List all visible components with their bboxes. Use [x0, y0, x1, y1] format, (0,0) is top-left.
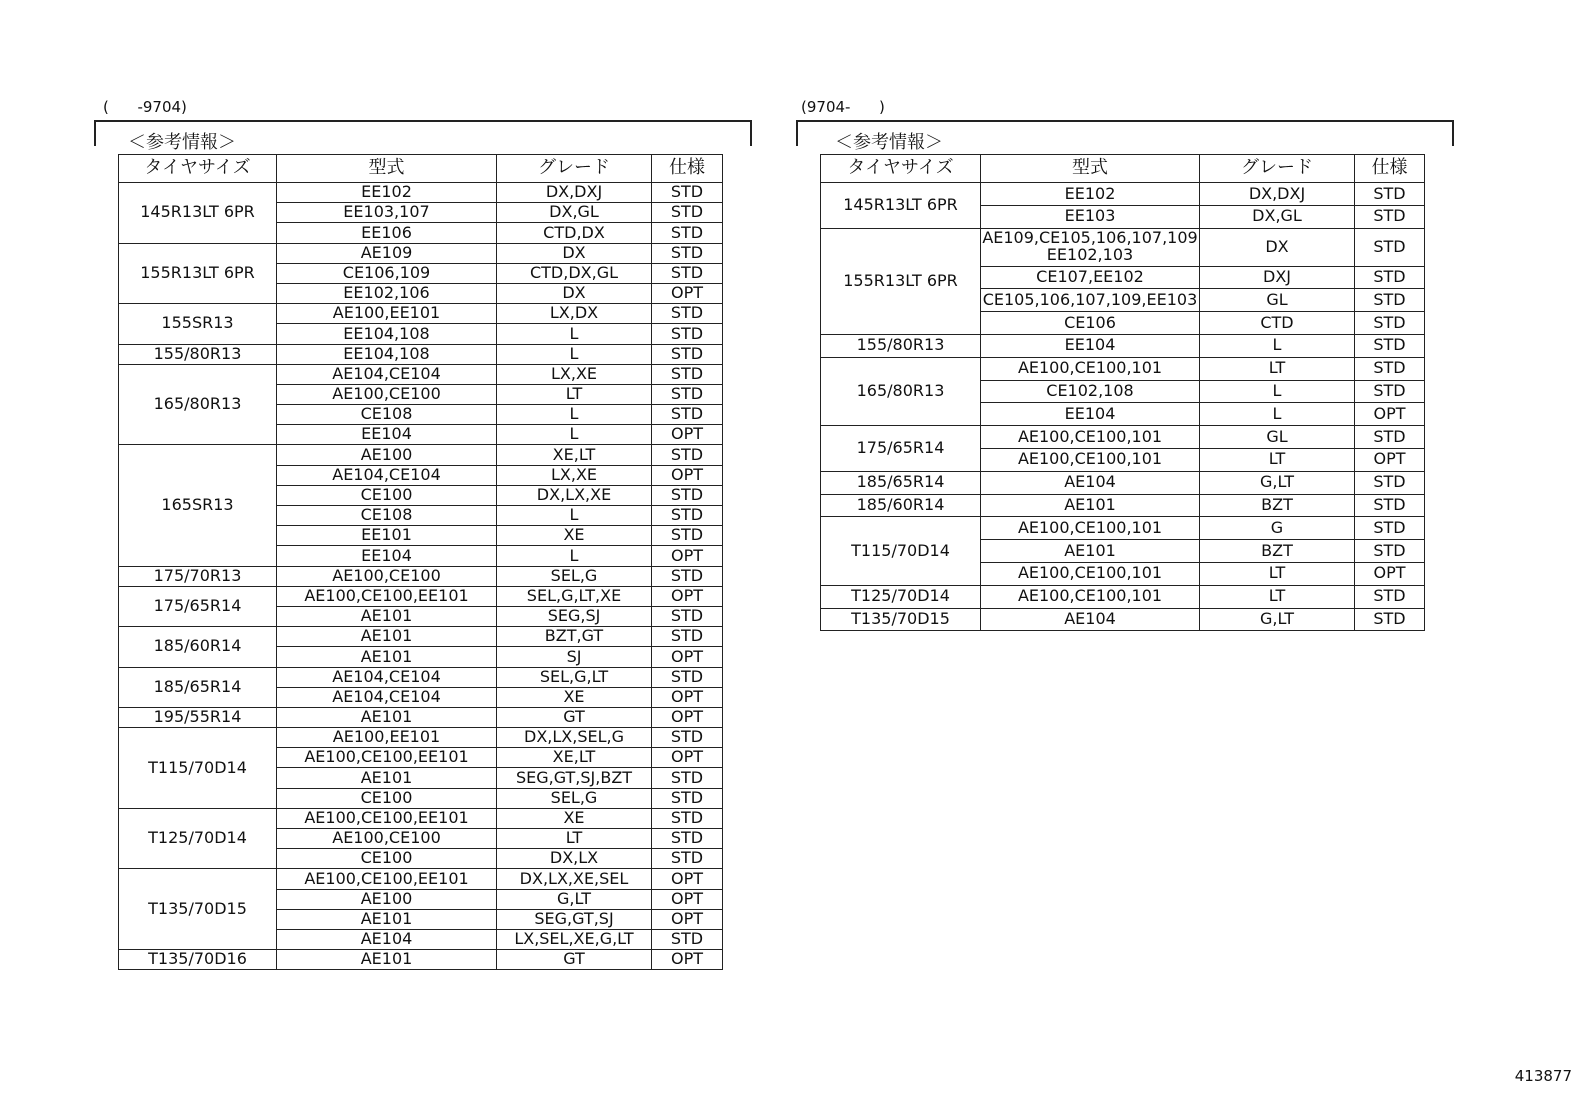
table-row: [821, 334, 1425, 357]
spec-cell: STD: [652, 203, 723, 223]
grade-cell: SEG,GT,SJ: [497, 909, 652, 929]
table-row: [821, 471, 1425, 494]
left-tire-table: [118, 154, 723, 970]
spec-cell: STD: [1355, 426, 1425, 449]
model-cell: AE100,CE100,101: [981, 517, 1200, 540]
spec-cell: STD: [652, 183, 723, 203]
model-cell: AE100,CE100: [277, 829, 497, 849]
model-cell: AE101: [277, 606, 497, 626]
model-cell: AE104: [277, 929, 497, 949]
model-cell: AE100,CE100,101: [981, 585, 1200, 608]
model-cell: AE101: [981, 494, 1200, 517]
model-cell: AE100,EE101: [277, 728, 497, 748]
grade-cell: BZT: [1200, 540, 1355, 563]
grade-cell: L: [1200, 334, 1355, 357]
grade-cell: L: [497, 344, 652, 364]
model-cell: AE104: [981, 608, 1200, 631]
table-row: [821, 357, 1425, 380]
spec-cell: STD: [652, 223, 723, 243]
table-row: [821, 183, 1425, 206]
grade-cell: L: [497, 506, 652, 526]
grade-cell: DX: [497, 243, 652, 263]
right-period-label: (9704- ): [801, 98, 885, 116]
right-tire-table: [820, 154, 1425, 631]
model-cell: CE107,EE102: [981, 266, 1200, 289]
spec-cell: STD: [652, 768, 723, 788]
model-cell: EE104: [277, 546, 497, 566]
model-cell: CE100: [277, 849, 497, 869]
table-row: [119, 586, 723, 606]
grade-cell: LX,XE: [497, 364, 652, 384]
spec-cell: STD: [1355, 289, 1425, 312]
model-cell: CE100: [277, 485, 497, 505]
spec-cell: STD: [652, 506, 723, 526]
model-cell: AE100,CE100: [277, 566, 497, 586]
spec-cell: STD: [1355, 494, 1425, 517]
header-grade: グレード: [497, 155, 652, 183]
tire-size-cell: T135/70D15: [821, 608, 981, 631]
grade-cell: G,LT: [1200, 471, 1355, 494]
spec-cell: OPT: [652, 425, 723, 445]
model-cell: AE109: [277, 243, 497, 263]
grade-cell: L: [1200, 380, 1355, 403]
tire-size-cell: 165/80R13: [821, 357, 981, 425]
tire-size-cell: 165SR13: [119, 445, 277, 566]
model-cell: AE100,CE100,101: [981, 426, 1200, 449]
grade-cell: XE: [497, 526, 652, 546]
tire-size-cell: 185/60R14: [821, 494, 981, 517]
model-cell: AE100,CE100,101: [981, 357, 1200, 380]
grade-cell: SJ: [497, 647, 652, 667]
grade-cell: DX,LX: [497, 849, 652, 869]
grade-cell: SEL,G: [497, 788, 652, 808]
spec-cell: OPT: [1355, 448, 1425, 471]
tire-size-cell: 185/60R14: [119, 627, 277, 667]
tire-size-cell: T135/70D15: [119, 869, 277, 950]
left-period-label: ( -9704): [103, 98, 187, 116]
table-row: [821, 585, 1425, 608]
spec-cell: OPT: [652, 687, 723, 707]
model-cell: AE104,CE104: [277, 465, 497, 485]
spec-cell: STD: [1355, 517, 1425, 540]
spec-cell: OPT: [652, 465, 723, 485]
model-cell: AE100: [277, 445, 497, 465]
grade-cell: G: [1200, 517, 1355, 540]
grade-cell: DX,LX,XE,SEL: [497, 869, 652, 889]
header-model: 型式: [981, 155, 1200, 183]
grade-cell: LT: [1200, 448, 1355, 471]
spec-cell: STD: [652, 405, 723, 425]
spec-cell: OPT: [652, 748, 723, 768]
grade-cell: DX,GL: [497, 203, 652, 223]
model-cell: AE109,CE105,106,107,109 EE102,103: [982, 228, 1198, 265]
spec-cell: STD: [652, 384, 723, 404]
spec-cell: STD: [652, 728, 723, 748]
right-reference-title: ＜参考情報＞: [835, 132, 943, 153]
tire-size-cell: T115/70D14: [821, 517, 981, 585]
model-cell: AE104,CE104: [277, 364, 497, 384]
spec-cell: OPT: [652, 950, 723, 970]
spec-cell: STD: [1355, 312, 1425, 335]
spec-cell: STD: [652, 263, 723, 283]
table-row: [119, 183, 723, 203]
spec-cell: STD: [652, 364, 723, 384]
model-cell: EE103,107: [277, 203, 497, 223]
grade-cell: L: [497, 546, 652, 566]
grade-cell: G,LT: [1200, 608, 1355, 631]
model-cell: AE101: [277, 627, 497, 647]
spec-cell: STD: [652, 667, 723, 687]
model-cell: AE100,CE100,EE101: [277, 808, 497, 828]
table-row: [119, 364, 723, 384]
table-row: [821, 426, 1425, 449]
spec-cell: STD: [652, 849, 723, 869]
model-cell: AE100,CE100,101: [981, 562, 1200, 585]
spec-cell: STD: [652, 526, 723, 546]
model-cell: EE104: [277, 425, 497, 445]
model-cell: CE108: [277, 506, 497, 526]
tire-size-cell: 155R13LT 6PR: [119, 243, 277, 304]
grade-cell: DX: [497, 283, 652, 303]
grade-cell: SEG,GT,SJ,BZT: [497, 768, 652, 788]
grade-cell: LT: [497, 384, 652, 404]
grade-cell: DX,LX,XE: [497, 485, 652, 505]
spec-cell: OPT: [652, 546, 723, 566]
spec-cell: STD: [652, 627, 723, 647]
spec-cell: STD: [652, 829, 723, 849]
model-cell: AE100,CE100,101: [981, 448, 1200, 471]
model-cell: EE104: [981, 403, 1200, 426]
spec-cell: STD: [652, 606, 723, 626]
model-cell: CE100: [277, 788, 497, 808]
header-tire-size: タイヤサイズ: [119, 155, 277, 183]
grade-cell: L: [497, 324, 652, 344]
model-cell: EE104: [981, 334, 1200, 357]
tire-size-cell: 155/80R13: [119, 344, 277, 364]
tire-size-cell: 175/70R13: [119, 566, 277, 586]
table-row: [119, 344, 723, 364]
tire-size-cell: 145R13LT 6PR: [821, 183, 981, 229]
grade-cell: LT: [1200, 357, 1355, 380]
spec-cell: STD: [652, 445, 723, 465]
table-row: [119, 950, 723, 970]
grade-cell: BZT,GT: [497, 627, 652, 647]
grade-cell: BZT: [1200, 494, 1355, 517]
table-row: [821, 494, 1425, 517]
tire-size-cell: 155SR13: [119, 304, 277, 344]
model-cell: AE100,CE100,EE101: [277, 748, 497, 768]
spec-cell: STD: [652, 344, 723, 364]
spec-cell: STD: [1355, 205, 1425, 228]
grade-cell: L: [1200, 403, 1355, 426]
spec-cell: STD: [1355, 608, 1425, 631]
spec-cell: STD: [652, 243, 723, 263]
grade-cell: DXJ: [1200, 266, 1355, 289]
header-model: 型式: [277, 155, 497, 183]
model-cell: AE101: [277, 647, 497, 667]
spec-cell: OPT: [652, 909, 723, 929]
spec-cell: STD: [1355, 266, 1425, 289]
model-cell: AE101: [277, 909, 497, 929]
spec-cell: STD: [652, 788, 723, 808]
grade-cell: GT: [497, 950, 652, 970]
grade-cell: G,LT: [497, 889, 652, 909]
model-cell: AE104: [981, 471, 1200, 494]
grade-cell: GT: [497, 707, 652, 727]
grade-cell: LX,XE: [497, 465, 652, 485]
table-row: [821, 228, 1425, 266]
tire-size-cell: 175/65R14: [119, 586, 277, 626]
grade-cell: CTD: [1200, 312, 1355, 335]
table-row: [119, 243, 723, 263]
model-cell: AE101: [277, 707, 497, 727]
spec-cell: STD: [1355, 585, 1425, 608]
grade-cell: SEL,G,LT: [497, 667, 652, 687]
grade-cell: CTD,DX,GL: [497, 263, 652, 283]
left-reference-title: ＜参考情報＞: [128, 132, 236, 153]
header-spec: 仕様: [652, 155, 723, 183]
spec-cell: OPT: [652, 889, 723, 909]
tire-size-cell: 195/55R14: [119, 707, 277, 727]
model-cell: CE106,109: [277, 263, 497, 283]
grade-cell: DX,LX,SEL,G: [497, 728, 652, 748]
grade-cell: LX,SEL,XE,G,LT: [497, 929, 652, 949]
table-row: [119, 627, 723, 647]
document-number: 413877: [1514, 1067, 1572, 1085]
grade-cell: GL: [1200, 289, 1355, 312]
model-cell: CE102,108: [981, 380, 1200, 403]
grade-cell: SEG,SJ: [497, 606, 652, 626]
table-row: [119, 707, 723, 727]
grade-cell: LX,DX: [497, 304, 652, 324]
model-cell: AE101: [277, 768, 497, 788]
tire-size-cell: 175/65R14: [821, 426, 981, 472]
spec-cell: STD: [652, 304, 723, 324]
grade-cell: GL: [1200, 426, 1355, 449]
spec-cell: STD: [1355, 380, 1425, 403]
model-cell: EE102,106: [277, 283, 497, 303]
tire-size-cell: T135/70D16: [119, 950, 277, 970]
grade-cell: DX: [1200, 228, 1355, 266]
model-cell: CE108: [277, 405, 497, 425]
header-grade: グレード: [1200, 155, 1355, 183]
grade-cell: XE: [497, 808, 652, 828]
model-cell: AE100,CE100,EE101: [277, 869, 497, 889]
spec-cell: OPT: [652, 283, 723, 303]
model-cell: EE102: [277, 183, 497, 203]
tire-size-cell: T125/70D14: [821, 585, 981, 608]
model-cell: AE100,EE101: [277, 304, 497, 324]
table-row: [119, 304, 723, 324]
tire-size-cell: 155/80R13: [821, 334, 981, 357]
table-row: [119, 808, 723, 828]
tire-size-cell: 185/65R14: [821, 471, 981, 494]
grade-cell: CTD,DX: [497, 223, 652, 243]
tire-size-cell: 185/65R14: [119, 667, 277, 707]
table-row: [119, 445, 723, 465]
spec-cell: OPT: [1355, 403, 1425, 426]
spec-cell: STD: [652, 566, 723, 586]
tire-size-cell: 155R13LT 6PR: [821, 228, 981, 334]
table-row: [119, 869, 723, 889]
tire-size-cell: T125/70D14: [119, 808, 277, 869]
spec-cell: STD: [652, 485, 723, 505]
grade-cell: DX,GL: [1200, 205, 1355, 228]
model-cell: AE104,CE104: [277, 667, 497, 687]
table-row: [821, 608, 1425, 631]
table-row: [119, 728, 723, 748]
grade-cell: SEL,G,LT,XE: [497, 586, 652, 606]
table-row: [119, 566, 723, 586]
grade-cell: LT: [1200, 585, 1355, 608]
header-tire-size: タイヤサイズ: [821, 155, 981, 183]
model-cell: EE102: [981, 183, 1200, 206]
model-cell: CE105,106,107,109,EE103: [981, 289, 1200, 312]
model-cell: EE104,108: [277, 344, 497, 364]
model-cell: AE104,CE104: [277, 687, 497, 707]
model-cell: EE101: [277, 526, 497, 546]
grade-cell: LT: [1200, 562, 1355, 585]
model-cell: EE106: [277, 223, 497, 243]
model-cell: AE100,CE100,EE101: [277, 586, 497, 606]
spec-cell: STD: [1355, 357, 1425, 380]
grade-cell: L: [497, 405, 652, 425]
table-row: [821, 517, 1425, 540]
model-cell: AE101: [981, 540, 1200, 563]
tire-size-cell: T115/70D14: [119, 728, 277, 809]
tire-size-cell: 165/80R13: [119, 364, 277, 445]
model-cell: CE106: [981, 312, 1200, 335]
spec-cell: STD: [1355, 471, 1425, 494]
model-cell: AE100: [277, 889, 497, 909]
model-cell: AE100,CE100: [277, 384, 497, 404]
spec-cell: STD: [652, 808, 723, 828]
spec-cell: OPT: [1355, 562, 1425, 585]
spec-cell: STD: [652, 929, 723, 949]
spec-cell: OPT: [652, 586, 723, 606]
grade-cell: DX,DXJ: [497, 183, 652, 203]
table-row: [119, 667, 723, 687]
spec-cell: STD: [1355, 183, 1425, 206]
grade-cell: XE,LT: [497, 748, 652, 768]
grade-cell: XE: [497, 687, 652, 707]
header-spec: 仕様: [1355, 155, 1425, 183]
model-cell: AE101: [277, 950, 497, 970]
grade-cell: XE,LT: [497, 445, 652, 465]
spec-cell: STD: [1355, 540, 1425, 563]
spec-cell: STD: [1355, 228, 1425, 266]
model-cell: EE104,108: [277, 324, 497, 344]
grade-cell: SEL,G: [497, 566, 652, 586]
spec-cell: OPT: [652, 647, 723, 667]
grade-cell: DX,DXJ: [1200, 183, 1355, 206]
grade-cell: LT: [497, 829, 652, 849]
spec-cell: OPT: [652, 707, 723, 727]
spec-cell: STD: [1355, 334, 1425, 357]
spec-cell: STD: [652, 324, 723, 344]
spec-cell: OPT: [652, 869, 723, 889]
grade-cell: L: [497, 425, 652, 445]
model-cell: EE103: [981, 205, 1200, 228]
tire-size-cell: 145R13LT 6PR: [119, 183, 277, 244]
